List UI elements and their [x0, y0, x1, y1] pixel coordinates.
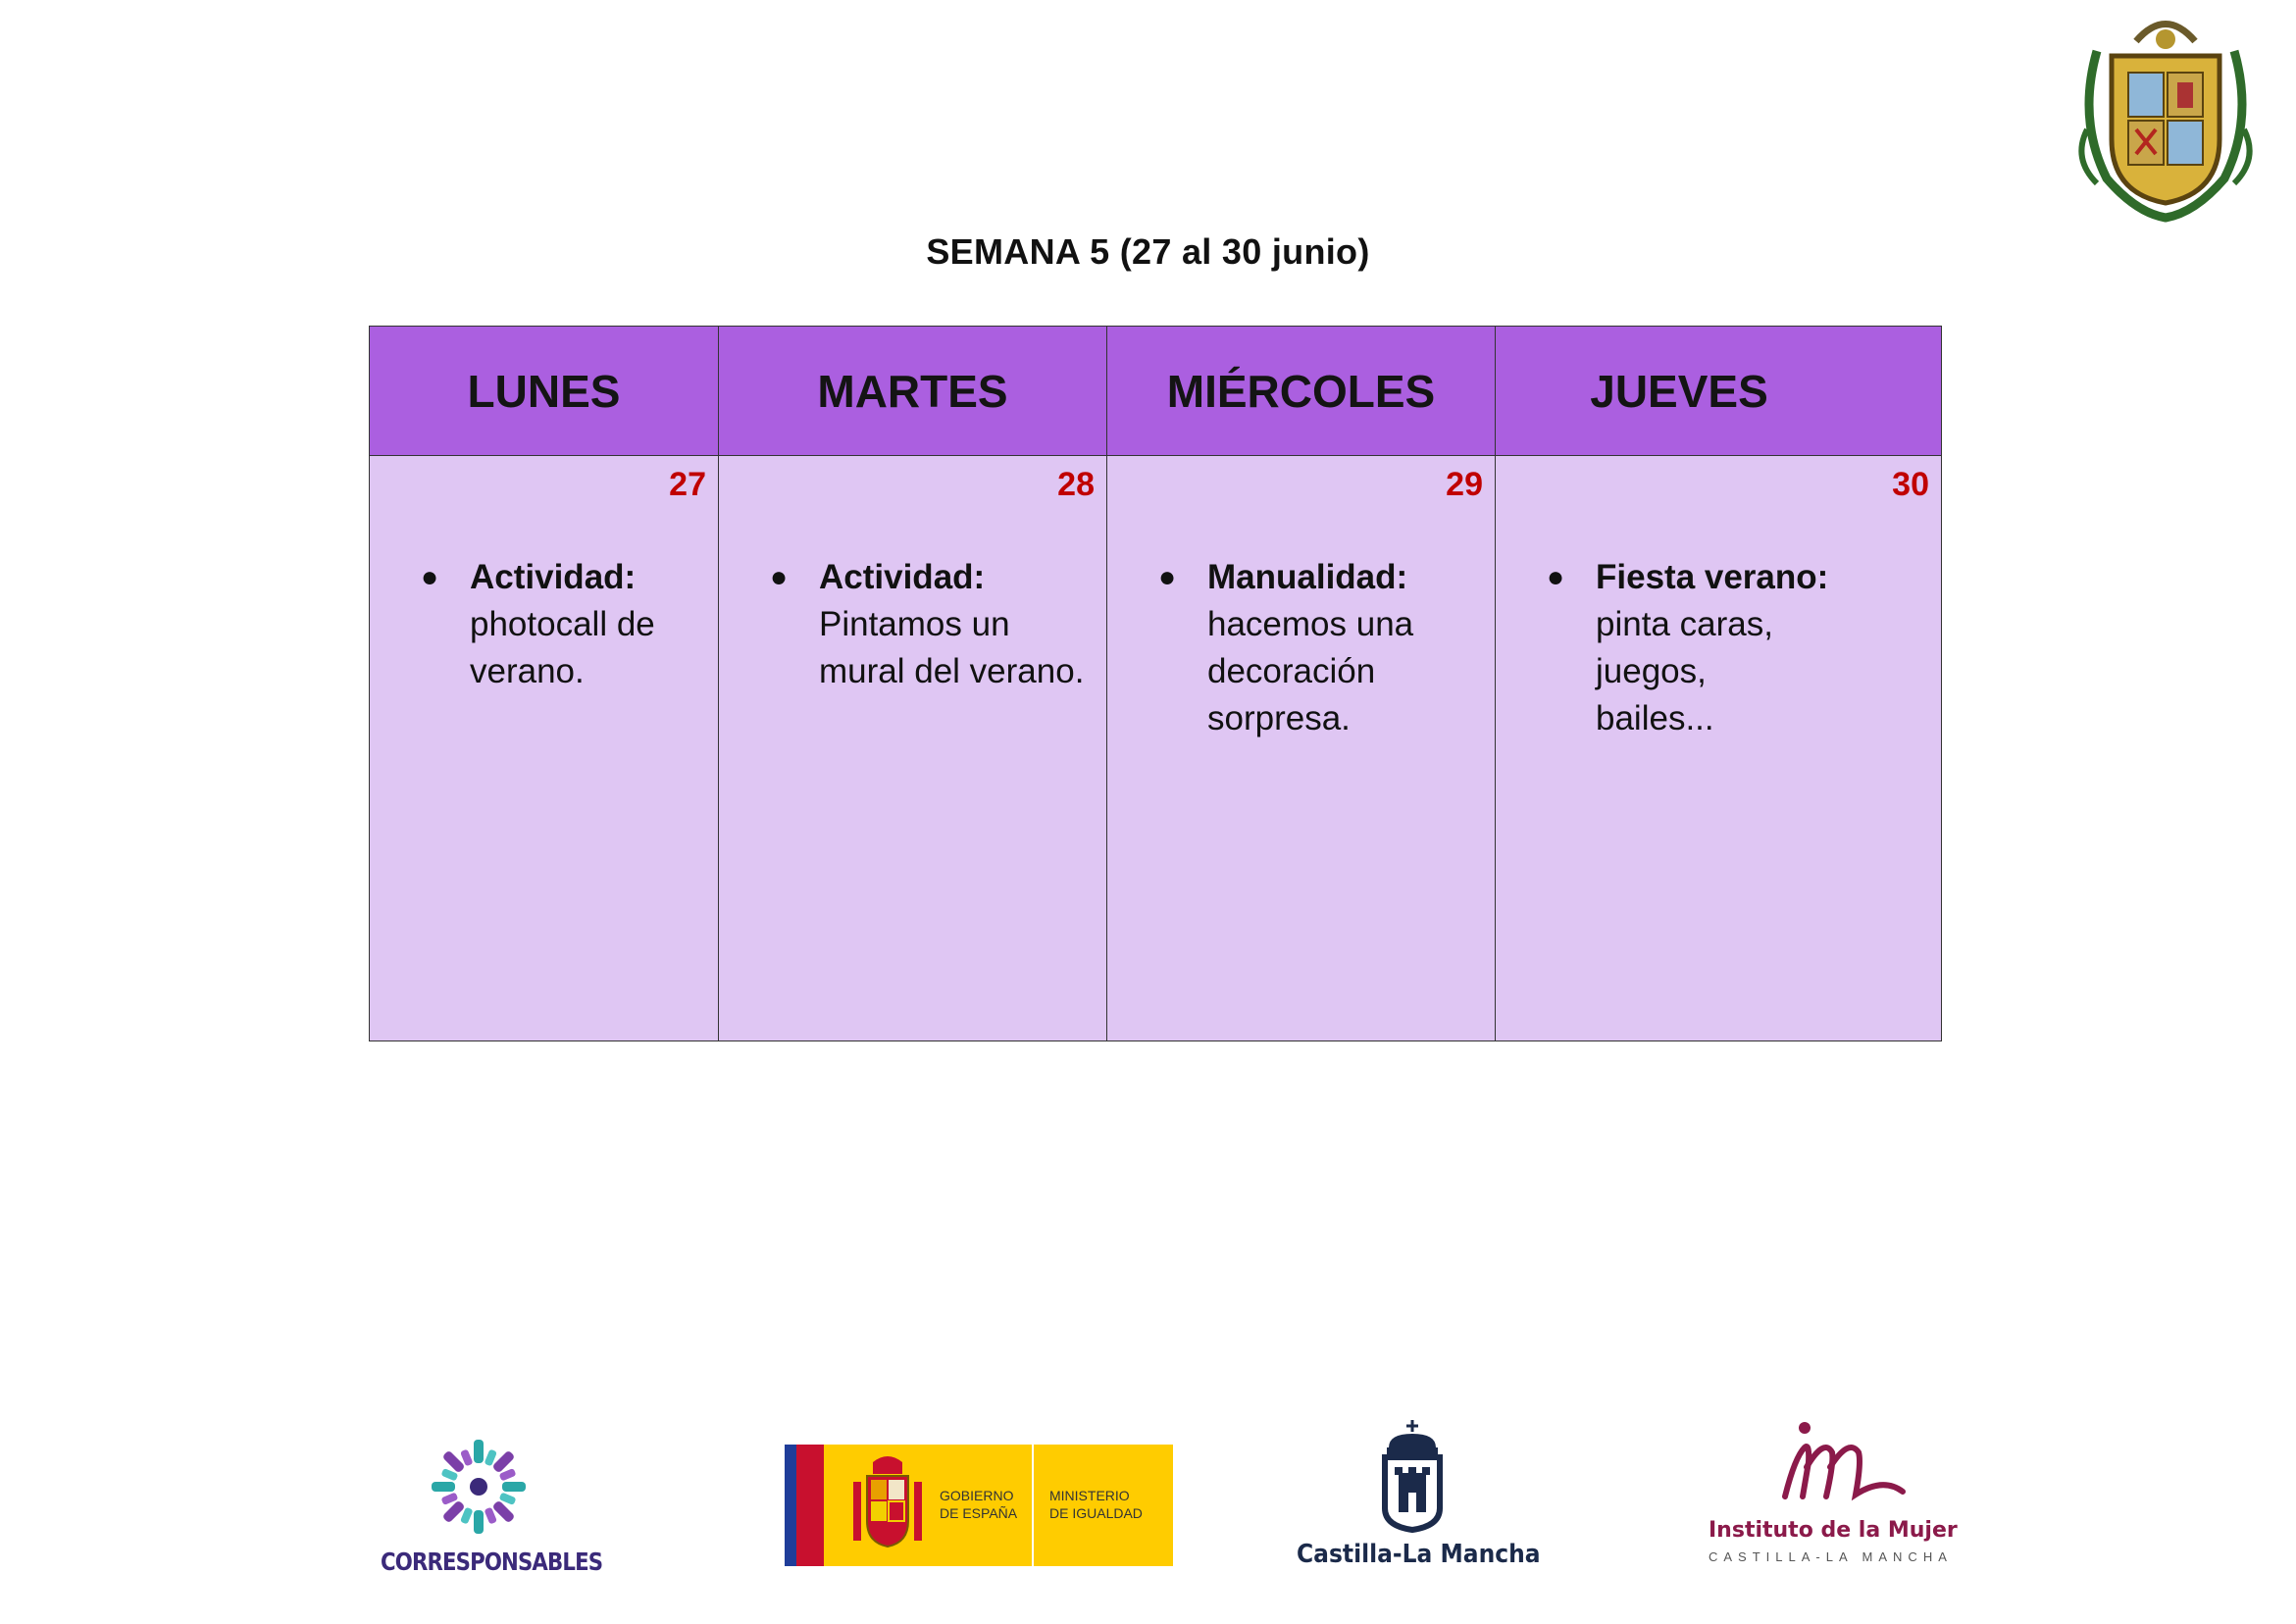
- day-name: MIÉRCOLES: [1166, 365, 1436, 417]
- spain-coat-of-arms-icon: [843, 1452, 932, 1560]
- gobierno-line2: DE ESPAÑA: [940, 1505, 1018, 1521]
- activity-description: photocall de verano.: [470, 605, 655, 690]
- day-name: MARTES: [817, 365, 1008, 417]
- activity-item: [770, 554, 1098, 695]
- day-cell: [719, 456, 1107, 1041]
- day-number: 27: [669, 466, 706, 503]
- day-header: [370, 327, 719, 456]
- activity-description: pinta caras, juegos, bailes...: [1596, 605, 1773, 737]
- day-header: [1107, 327, 1496, 456]
- instituto-subtext: CASTILLA-LA MANCHA: [1709, 1549, 1953, 1564]
- activity-item: [421, 554, 710, 695]
- day-cell: [370, 456, 719, 1041]
- day-header: [719, 327, 1107, 456]
- activity-description: hacemos una decoración sorpresa.: [1207, 605, 1414, 737]
- day-name: JUEVES: [1590, 365, 1768, 417]
- bullet-icon: ●: [421, 561, 439, 593]
- day-cell: [1496, 456, 1942, 1041]
- clm-text: Castilla-La Mancha: [1297, 1540, 1541, 1569]
- instituto-mujer-logo: [1707, 1418, 1971, 1571]
- corresponsables-logo: [381, 1436, 603, 1583]
- corresponsables-text: CORRESPONSABLES: [381, 1548, 603, 1576]
- gobierno-espana-logo: [785, 1445, 1173, 1566]
- instituto-text: Instituto de la Mujer: [1709, 1518, 1958, 1543]
- activity-title: Fiesta verano:: [1596, 558, 1829, 596]
- activity-item: [1547, 554, 1933, 742]
- gobierno-line1: GOBIERNO: [940, 1488, 1014, 1503]
- page-title: SEMANA 5 (27 al 30 junio): [926, 231, 1370, 272]
- ministerio-line2: DE IGUALDAD: [1049, 1505, 1143, 1521]
- day-cell: [1107, 456, 1496, 1041]
- activity-title: Actividad:: [470, 558, 637, 596]
- day-header: [1496, 327, 1942, 456]
- castle-icon: [1363, 1418, 1461, 1536]
- im-monogram-icon: [1765, 1418, 1913, 1516]
- day-name: LUNES: [467, 365, 621, 417]
- coat-of-arms-icon: [2067, 12, 2264, 228]
- activity-title: Manualidad:: [1207, 558, 1408, 596]
- activity-item: [1158, 554, 1487, 742]
- ministerio-line1: MINISTERIO: [1049, 1488, 1130, 1503]
- header-row: [370, 327, 1942, 456]
- activities-row: [370, 456, 1942, 1041]
- day-number: 28: [1057, 466, 1095, 503]
- bullet-icon: ●: [770, 561, 789, 593]
- castilla-la-mancha-logo: [1297, 1418, 1541, 1581]
- bullet-icon: ●: [1547, 561, 1565, 593]
- activity-title: Actividad:: [819, 558, 986, 596]
- bullet-icon: ●: [1158, 561, 1177, 593]
- activity-description: Pintamos un mural del verano.: [819, 605, 1085, 690]
- day-number: 29: [1446, 466, 1483, 503]
- weekly-schedule-table: [369, 326, 1942, 1041]
- day-number: 30: [1892, 466, 1929, 503]
